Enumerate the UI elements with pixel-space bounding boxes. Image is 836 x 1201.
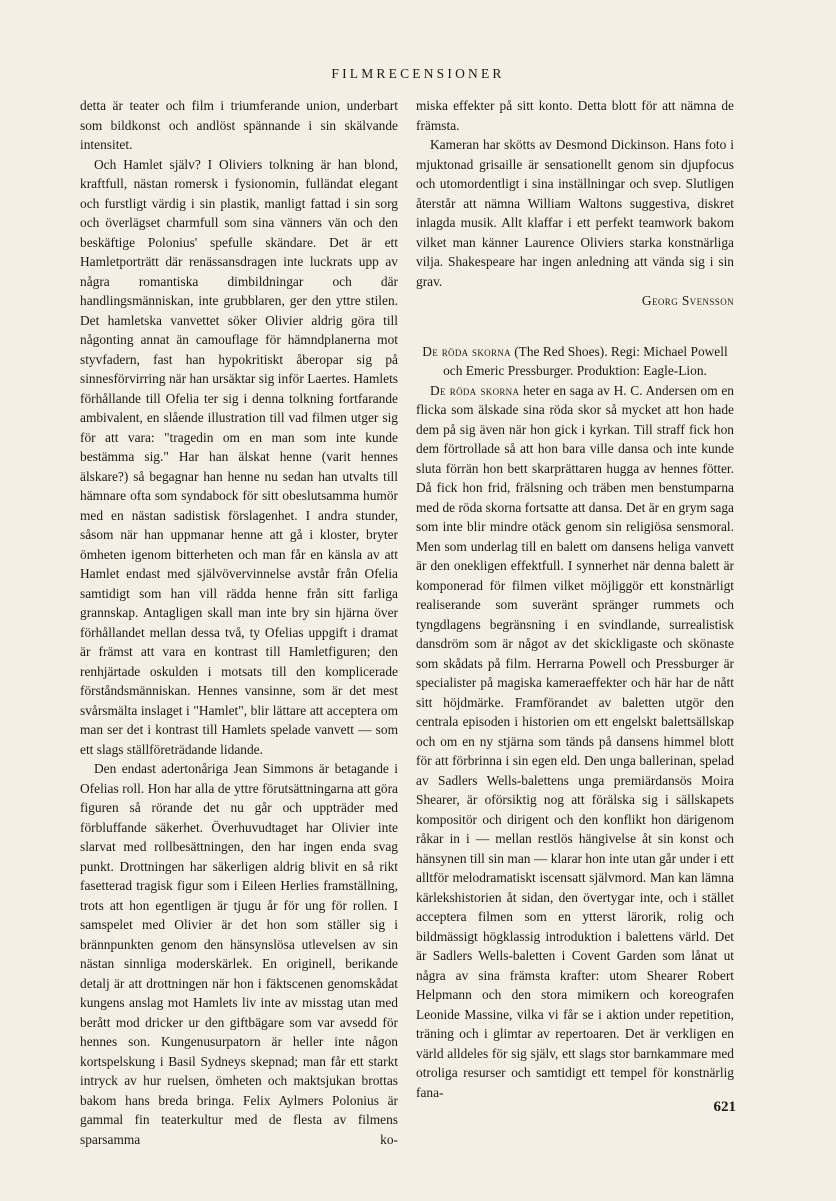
running-header: FILMRECENSIONER: [331, 66, 505, 81]
film-title: De röda skorna: [422, 343, 511, 359]
review-text: heter en saga av H. C. Andersen om en flicka som älskade sina röda skor så mycket att hon hade dem på sig även när hon gick i kyrkan. Till straff fick hon dem förtrollade så att hon bara ville dansa och inte kunde sluta förrän hon bett skarprättaren hugga av hennes fötter. Då fick hon frid, frälsning och träben men benstumparna med de röda skorna fortsatte att dansa. Det är en grym saga som inte blir mindre otäck genom sin religiösa sensmoral. Men som underlag till en balett om dansens heliga vanvett är den onekligen effektfull. I synnerhet när denna balett är komponerad för filmen vilket möjliggör ett konstnärligt realiserande som suveränt spränger rummets och tyngdlagens begränsning i en svindlande, surrealistisk dansdröm som är något av det skickligaste och skönaste som skådats på film. Herrarna Powell och Pressburger är specialister på magiska kameraeffekter och här har de nått sitt höjdmärke. Framförandet av baletten utgör den centrala episoden i historien om ett engelskt balettsällskap och om en ny stjärna som tänds på dansens himmel blott för att förbrinna i sin egen eld. Den unga ballerinan, spelad av Sadlers Wells-balettens unga premiärdansös Moira Shearer, är oförsiktig nog att förälska sig i sällskapets kompositör och dirigent och den konflikt hon därigenom råkar in i — mellan restlös hängivelse åt sin konst och hänsynen till sin man — klarar hon inte utan går under i ett alltför melodramatiskt iscensatt självmord. Man kan lämna kärlekshistorien åt sidan, den övertygar inte, och i stället acceptera filmen som en ytterst lärorik, rolig och bildmässigt högklassig introduktion i balettens värld. Det är Sadlers Wells-baletten i Covent Garden som lånat ut några av sina främsta krafter: utom Shearer Robert Helpmann och den stora mimikern och koreografen Leonide Massine, vilka vi får se i aktion under repetition, träning och i glimtar av repertoaren. Det är verkligen en värld alldeles för sig själv, ett slags stor barnkammare med otroliga resurser och samtidigt ett tempel för konstnärlig fana-: [416, 382, 734, 1100]
review-heading: [416, 342, 734, 381]
left-column: [80, 96, 398, 1149]
page-number: 621: [713, 1099, 736, 1115]
paragraph: Den endast adertonåriga Jean Simmons är betagande i Ofelias roll. Hon har alla de yttre förutsättningarna att göra figuren så rörande det nu går och uppträder med förbluffande säkerhet. Överhuvudtaget har Olivier inte slarvat med rollbesättningen, den har ingen enda svag punkt. Drottningen har säkerligen aldrig blivit en så rikt fasetterad tragisk figur som i Eileen Herlies framställning, trots att hon egentligen är tjugu år för ung för rollen. I samspelet med Olivier är det hon som ställer sig i brännpunkten genom den hänsynslösa utlevelsen av sin nästan sinnliga moderskärlek. En originell, berikande detalj är att drottningen när hon i fäktscenen genomskådat kungens anslag mot Hamlets liv inte av misstag utan med berått mod dricker ur den giftbägare som var avsedd för hennes son. Kungenusurpatorn är heller inte någon kortspelskung i Basil Sydneys skepnad; man får ett starkt intryck av hur ruelsen, ömheten och maktsjukan brottas bakom hans breda bringa. Felix Aylmers Polonius är gammal fin teaterkultur med de flesta av filmens sparsamma ko-: [80, 761, 398, 1147]
paragraph: Och Hamlet själv? I Oliviers tolkning är han blond, kraftfull, nästan romersk i fysionomin, fulländat elegant och furstligt värdig i sin plastik, manligt fattad i sin sorg och överlägset charmfull som sina vänners vän och den beskäftige Polonius' spefulle skändare. Det är ett Hamletporträtt där renässansdragen inte luckrats upp av några romantiska dimbildningar och där handlingsmänniskan, inte grubblaren, ger den yttre stilen. Det hamletska vanvettet söker Olivier aldrig göra till någonting annat än camouflage för hämndplanerna mot styvfadern, fast han hypokritiskt åberopar sig på sinnesförvirring när han ursäktar sig inför Laertes. Hamlets förhållande till Ofelia ter sig i denna tolkning fortfarande ambivalent, en slående illustration till vad filmen utger sig för att vara: "tragedin om en man som inte kunde bestämma sig." Har han älskat henne (varit hennes älskare?) så begagnar han henne nu sedan han utvalts till hämnare ofta som syndabock för sitt obeslutsamma humör med en nästan sadistisk förslagenhet. I andra stunder, såsom när han uppmanar henne att gå i kloster, bryter ömheten igenom bitterheten och man får en känsla av att Hamlet endast med självövervinnelse avstår från Ofelia samtidigt som han vill rädda henne från sitt farliga grannskap. Antagligen skall man inte bry sin hjärna över förhållandet mellan dessa två, ty Ofelias uppgift i dramat är främst att vara en kontrast till Hamletfiguren; den renhjärtade oskulden i motsats till den komplicerade förståndsmänniskan. Hennes vansinne, som är det mest svårsmälta inslaget i "Hamlet", blir lättare att acceptera om man ser det i kontrast till Hamlets spelade vanvett — som ett slags ställföreträdande lidande.: [80, 156, 398, 757]
review-lead-title: De röda skorna: [430, 382, 520, 398]
right-column: [416, 96, 734, 1102]
author-signature: Georg Svensson: [641, 293, 734, 308]
film-credits: (The Red Shoes). Regi: Michael Powell och Emeric Pressburger. Produktion: Eagle-Lion.: [443, 343, 728, 378]
review-paragraph: [416, 381, 734, 1103]
paragraph: detta är teater och film i triumferande union, underbart som bildkonst och andlöst spännande i sin skälvande intensitet.: [80, 98, 398, 152]
paragraph: Kameran har skötts av Desmond Dickinson. Hans foto i mjuktonad grisaille är sensationellt genom sin djupfocus och utomordentligt i sina inställningar och svep. Slutligen återstår att nämna William Waltons suggestiva, diskret inlagda musik. Allt klaffar i ett perfekt teamwork bakom vilket man känner Laurence Oliviers starka konstnärliga vilja. Shakespeare har ingen anledning att vända sig i sin grav.: [416, 137, 734, 289]
paragraph: miska effekter på sitt konto. Detta blott för att nämna de främsta.: [416, 98, 734, 133]
